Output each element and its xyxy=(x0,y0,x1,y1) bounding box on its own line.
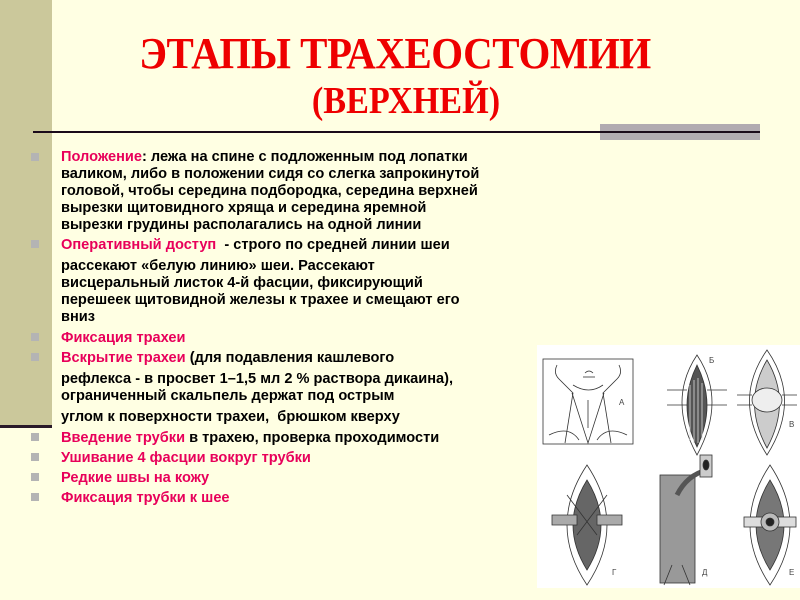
item-line: вырезки щитовидного хряща и середина яремной xyxy=(61,200,427,216)
bullet-icon xyxy=(31,433,39,441)
svg-text:Г: Г xyxy=(612,568,617,577)
bullet-icon xyxy=(31,333,39,341)
svg-text:Д: Д xyxy=(702,568,708,577)
item-line: углом к поверхности трахеи, брюшком кверху xyxy=(61,409,400,425)
item-line: перешеек щитовидной железы к трахее и смещают его xyxy=(61,292,460,308)
item-line xyxy=(61,450,581,467)
list-item-position xyxy=(61,149,581,234)
title-line-1: ЭТАПЫ ТРАХЕОСТОМИИ xyxy=(139,29,651,78)
item-heading: Фиксация трубки к шее xyxy=(61,490,230,506)
list-item-tube-insertion xyxy=(61,430,581,447)
list-item-operative-access xyxy=(61,237,581,326)
item-line xyxy=(61,470,581,487)
item-line xyxy=(61,490,581,507)
item-line: головой, чтобы середина подбородка, середина верхней xyxy=(61,183,478,199)
bullet-icon xyxy=(31,453,39,461)
list-item-trachea-fixation xyxy=(61,330,581,347)
list-item-fascia-suturing xyxy=(61,450,581,467)
item-line: ограниченный скальпель держат под острым xyxy=(61,388,395,404)
item-line: вниз xyxy=(61,309,96,325)
title-line-2: (ВЕРХНЕЙ) xyxy=(311,80,501,122)
item-line: валиком, либо в положении сидя со слегка запрокинутой xyxy=(61,166,480,182)
surgical-illustration xyxy=(537,345,800,588)
bullet-icon xyxy=(31,240,39,248)
slide-title xyxy=(0,29,800,122)
svg-text:Е: Е xyxy=(789,568,795,577)
item-heading: Фиксация трахеи xyxy=(61,330,186,346)
item-heading: Ушивание 4 фасции вокруг трубки xyxy=(61,450,311,466)
list-item-trachea-opening xyxy=(61,350,581,426)
item-line: Вскрытие трахеи (для подавления кашлевого xyxy=(61,350,395,366)
bullet-icon xyxy=(31,153,39,161)
item-line: вырезки грудины располагались на одной линии xyxy=(61,217,422,233)
item-heading: Оперативный доступ xyxy=(61,237,217,253)
item-heading: Вскрытие трахеи xyxy=(61,350,186,366)
svg-text:Б: Б xyxy=(709,356,715,365)
item-heading: Редкие швы на кожу xyxy=(61,470,210,486)
item-line: Введение трубки в трахею, проверка проходимости xyxy=(61,430,440,446)
item-heading: Введение трубки xyxy=(61,430,186,446)
surgical-illustration-icon xyxy=(537,345,800,588)
item-line xyxy=(61,330,581,347)
bullet-icon xyxy=(31,473,39,481)
item-line: висцеральный листок 4-й фасции, фиксирующий xyxy=(61,275,423,291)
item-line: Положение: лежа на спине с подложенным под лопатки xyxy=(61,149,468,165)
svg-text:В: В xyxy=(789,420,795,429)
item-heading: Положение xyxy=(61,149,143,165)
svg-text:А: А xyxy=(619,398,625,407)
item-line: рассекают «белую линию» шеи. Рассекают xyxy=(61,258,375,274)
list-item-skin-sutures xyxy=(61,470,581,487)
bullet-icon xyxy=(31,353,39,361)
item-line: рефлекса - в просвет 1–1,5 мл 2 % раствора дикаина), xyxy=(61,371,454,387)
item-line: Оперативный доступ - строго по средней линии шеи xyxy=(61,237,450,253)
sidebar-divider xyxy=(0,425,52,428)
title-rule-line xyxy=(33,131,760,133)
list-item-tube-fixation xyxy=(61,490,581,507)
bullet-icon xyxy=(31,493,39,501)
